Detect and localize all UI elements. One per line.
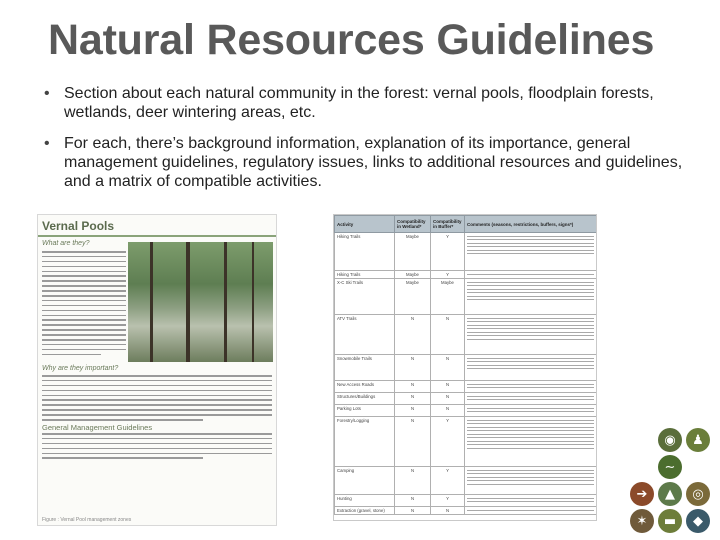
vernal-pools-page-thumbnail [37,214,277,526]
cell-buffer: Maybe [431,279,465,315]
header-buffer: Compatibility in Buffer* [431,216,465,233]
cell-wetland: N [395,381,431,393]
cell-activity: Hiking Trails [335,233,395,271]
cell-wetland: Maybe [395,279,431,315]
table-row [335,271,597,279]
cell-wetland: N [395,315,431,355]
cell-wetland: Maybe [395,233,431,271]
cell-buffer: N [431,355,465,381]
skier-icon: ✶ [630,509,654,533]
heading-why: Why are they important? [42,365,119,372]
canoe-icon: ∼ [658,455,682,479]
header-wetland: Compatibility in Wetland* [395,216,431,233]
cell-wetland: N [395,355,431,381]
activity-matrix-table [334,215,597,515]
bullet-list [44,84,684,203]
cell-activity: Camping [335,467,395,495]
cell-activity: Structures/Buildings [335,393,395,405]
header-comments: Comments (seasons, restrictions, buffers, signs*) [465,216,597,233]
cell-comments [465,393,597,405]
forest-pool-photo [128,242,273,362]
cell-activity: Snowmobile Trails [335,355,395,381]
runner-icon: ➔ [630,482,654,506]
owl-icon: ◉ [658,428,682,452]
cell-activity: Hiking Trails [335,271,395,279]
cell-comments [465,355,597,381]
boat-icon: ▬ [658,509,682,533]
cell-comments [465,417,597,467]
cell-comments [465,495,597,507]
cell-comments [465,233,597,271]
table-row [335,393,597,405]
activity-matrix-thumbnail [333,214,597,521]
cell-buffer: N [431,393,465,405]
cell-buffer: N [431,315,465,355]
cell-wetland: N [395,405,431,417]
cell-buffer: Y [431,233,465,271]
fish-icon: ◆ [686,509,710,533]
hiker-icon: ♟ [686,428,710,452]
cell-wetland: Maybe [395,271,431,279]
activity-icon-grid [630,428,716,538]
cell-activity: Forestry/Logging [335,417,395,467]
cell-activity: Parking Lots [335,405,395,417]
cell-comments [465,279,597,315]
cell-comments [465,467,597,495]
text-block [42,375,272,424]
tent-icon: ▲ [658,482,682,506]
cell-activity: New Access Roads [335,381,395,393]
cell-activity: X-C Ski Trails [335,279,395,315]
table-row [335,315,597,355]
cell-activity: Hunting [335,495,395,507]
cell-wetland: N [395,393,431,405]
cell-comments [465,271,597,279]
table-row [335,417,597,467]
table-row [335,381,597,393]
cell-wetland: N [395,417,431,467]
cell-comments [465,405,597,417]
cell-comments [465,315,597,355]
table-row [335,507,597,515]
bicycle-icon: ◎ [686,482,710,506]
header-activity: Activity [335,216,395,233]
bullet-item: • For each, there’s background information, explanation of its importance, general management guidelines, regulatory issues, links to additional resources and guidelines, and a matrix of compatible activities. [44,134,684,191]
heading-what: What are they? [42,240,90,247]
heading-general: General Management Guidelines [42,423,153,432]
table-row [335,279,597,315]
cell-activity: Extraction (gravel, stone) [335,507,395,515]
slide-title: Natural Resources Guidelines [48,16,655,64]
text-block [42,433,272,462]
cell-buffer: N [431,405,465,417]
cell-buffer: N [431,381,465,393]
table-row [335,467,597,495]
cell-comments [465,507,597,515]
table-row [335,355,597,381]
cell-buffer: Y [431,271,465,279]
bullet-item: • Section about each natural community in the forest: vernal pools, floodplain forests, wetlands, deer wintering areas, etc. [44,84,684,122]
text-block [42,251,126,359]
title-rule [38,235,276,237]
cell-wetland: N [395,467,431,495]
cell-comments [465,381,597,393]
figure-caption: Figure : Vernal Pool management zones [42,517,132,523]
cell-wetland: N [395,507,431,515]
cell-wetland: N [395,495,431,507]
table-row [335,233,597,271]
cell-activity: ATV Trails [335,315,395,355]
cell-buffer: Y [431,417,465,467]
vernal-pools-title: Vernal Pools [42,219,115,233]
cell-buffer: N [431,507,465,515]
cell-buffer: Y [431,495,465,507]
cell-buffer: Y [431,467,465,495]
table-row [335,495,597,507]
table-row [335,405,597,417]
